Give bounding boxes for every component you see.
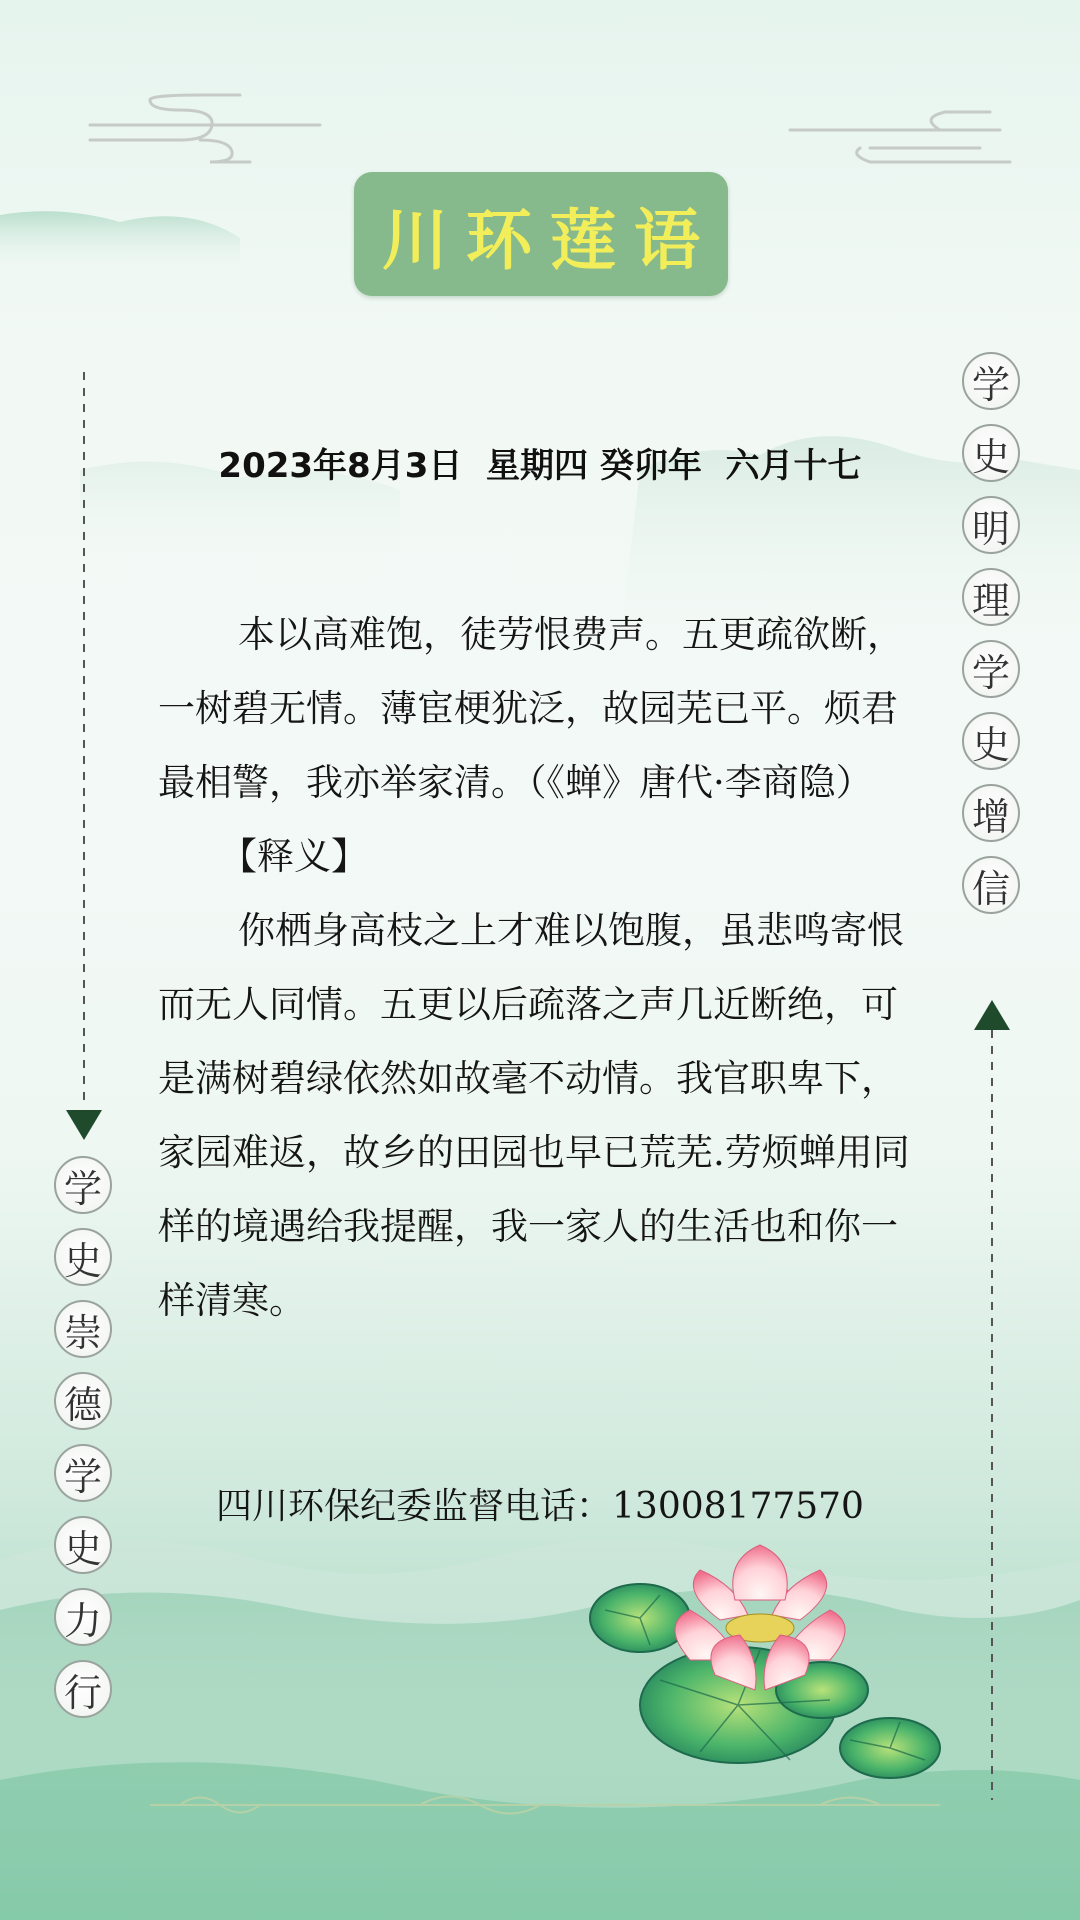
- left-column-char: 行: [54, 1660, 112, 1718]
- right-column-char: 信: [962, 856, 1020, 914]
- hotline-text: 四川环保纪委监督电话：13008177570: [216, 1486, 864, 1527]
- left-column-char: 崇: [54, 1300, 112, 1358]
- right-column-char: 学: [962, 640, 1020, 698]
- explain-heading: 【释义】: [220, 835, 368, 878]
- right-column-char: 学: [962, 352, 1020, 410]
- title-banner: [354, 172, 728, 296]
- right-column: [962, 352, 1020, 914]
- left-column-char: 史: [54, 1516, 112, 1574]
- left-column-char: 德: [54, 1372, 112, 1430]
- poem-text: 本以高难饱，徒劳恨费声。五更疏欲断，一树碧无情。薄宦梗犹泛，故园芜已平。烦君最相警，我亦举家清。（《蝉》唐代·李商隐）: [158, 613, 904, 804]
- right-column-char: 明: [962, 496, 1020, 554]
- left-column-char: 力: [54, 1588, 112, 1646]
- right-column-char: 史: [962, 424, 1020, 482]
- explain-text: 你栖身高枝之上才难以饱腹，虽悲鸣寄恨而无人同情。五更以后疏落之声几近断绝，可是满树碧绿依然如故毫不动情。我官职卑下，家园难返，故乡的田园也早已荒芜.劳烦蝉用同样的境遇给我提醒，我一家人的生活也和你一样清寒。: [158, 909, 910, 1322]
- right-column-char: 增: [962, 784, 1020, 842]
- left-column-char: 史: [54, 1228, 112, 1286]
- main-content: [158, 598, 918, 1338]
- page-title: 川环莲语: [382, 201, 718, 279]
- left-column-char: 学: [54, 1156, 112, 1214]
- right-column-char: 史: [962, 712, 1020, 770]
- up-arrow-icon: [974, 1000, 1010, 1030]
- left-column-char: 学: [54, 1444, 112, 1502]
- left-column: [54, 1156, 112, 1718]
- right-column-char: 理: [962, 568, 1020, 626]
- date-line: 2023年8月3日 星期四 癸卯年 六月十七: [218, 446, 862, 486]
- down-arrow-icon: [66, 1110, 102, 1140]
